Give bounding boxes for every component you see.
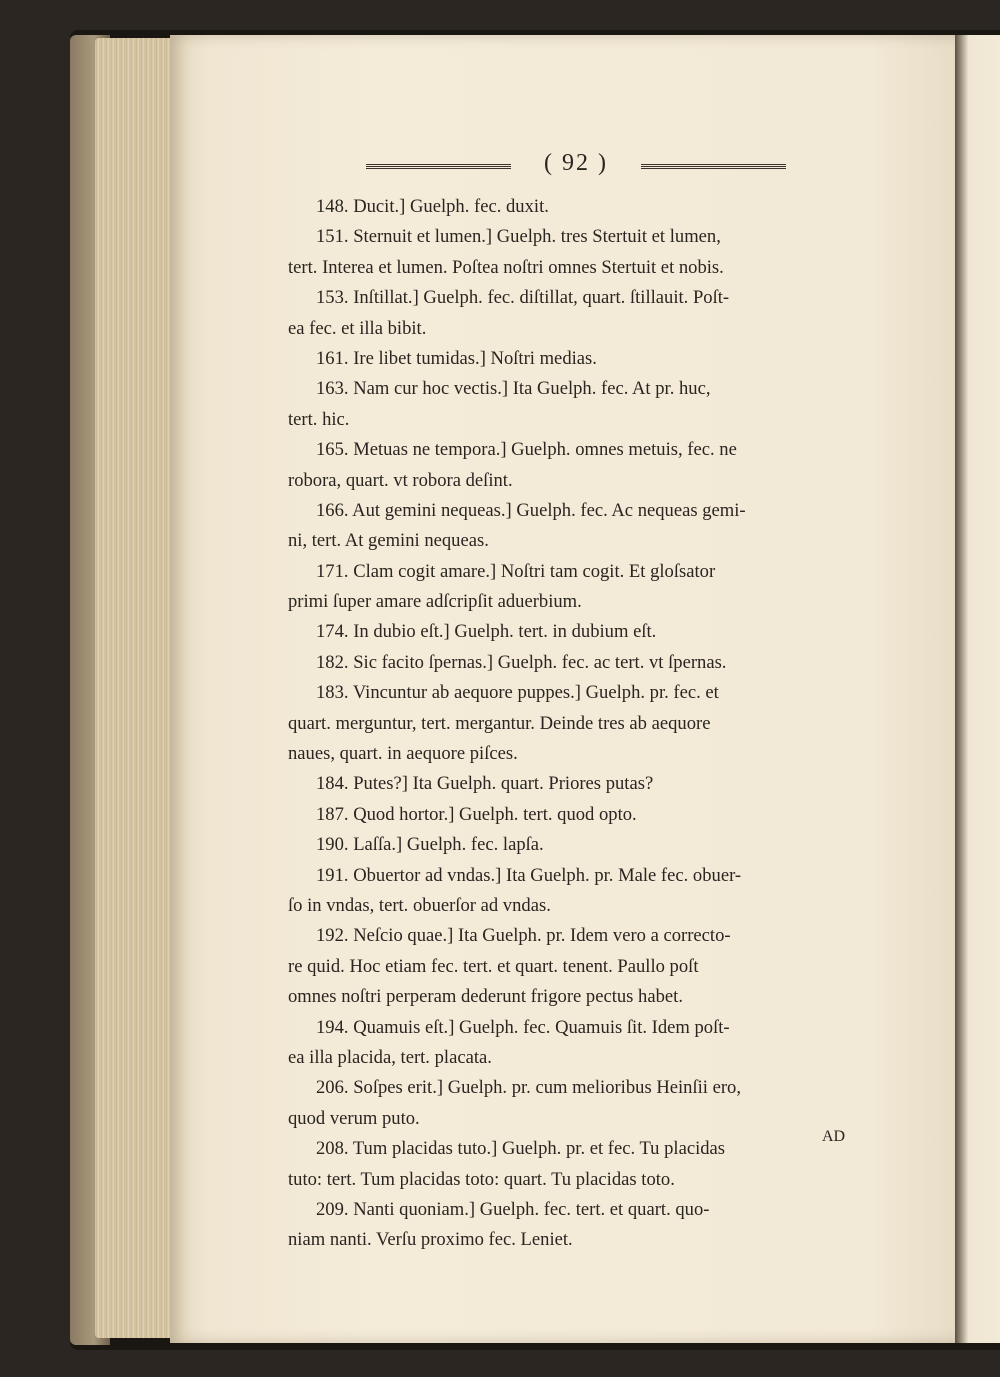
text-line: 161. Ire libet tumidas.] Noſtri medias.	[316, 347, 597, 369]
text-line: tert. Interea et lumen. Poſtea noſtri omnes Stertuit et nobis.	[288, 256, 724, 278]
text-line: 182. Sic facito ſpernas.] Guelph. fec. ac tert. vt ſpernas.	[316, 651, 727, 673]
text-line: 151. Sternuit et lumen.] Guelph. tres Stertuit et lumen,	[316, 226, 721, 248]
text-line: 153. Inſtillat.] Guelph. fec. diſtillat, quart. ſtillauit. Poſt-	[316, 287, 730, 309]
text-line: 184. Putes?] Ita Guelph. quart. Priores putas?	[316, 773, 654, 795]
text-line: 183. Vincuntur ab aequore puppes.] Guelph. pr. fec. et	[316, 682, 719, 704]
text-line: primi ſuper amare adſcripſit aduerbium.	[288, 591, 582, 613]
text-line: 194. Quamuis eſt.] Guelph. fec. Quamuis ſit. Idem poſt-	[316, 1016, 730, 1038]
text-line: omnes noſtri perperam dederunt frigore pectus habet.	[288, 986, 683, 1008]
header-rule-right	[641, 164, 786, 170]
text-line: 165. Metuas ne tempora.] Guelph. omnes metuis, fec. ne	[316, 439, 737, 461]
text-line: tert. hic.	[288, 408, 350, 430]
text-line: re quid. Hoc etiam fec. tert. et quart. tenent. Paullo poſt	[288, 955, 699, 977]
page-header	[366, 150, 786, 190]
text-line: naues, quart. in aequore piſces.	[288, 743, 518, 765]
text-line: 166. Aut gemini nequeas.] Guelph. fec. Ac nequeas gemi-	[316, 499, 746, 521]
page-number: ( 92 )	[544, 150, 608, 176]
text-line: 208. Tum placidas tuto.] Guelph. pr. et fec. Tu placidas	[316, 1138, 726, 1160]
text-line: quod verum puto.	[288, 1107, 420, 1129]
text-line: tuto: tert. Tum placidas toto: quart. Tu placidas toto.	[288, 1168, 675, 1190]
text-line: 206. Soſpes erit.] Guelph. pr. cum melioribus Heinſii ero,	[316, 1077, 742, 1099]
text-line: quart. merguntur, tert. mergantur. Deinde tres ab aequore	[288, 712, 711, 734]
text-line: 174. In dubio eſt.] Guelph. tert. in dubium eſt.	[316, 621, 657, 643]
text-line: robora, quart. vt robora deſint.	[288, 469, 513, 491]
facing-page-edge	[955, 35, 1000, 1343]
catchword: AD	[822, 1128, 846, 1145]
text-line: 171. Clam cogit amare.] Noſtri tam cogit. Et gloſsator	[316, 560, 716, 582]
text-line: ſo in vndas, tert. obuerſor ad vndas.	[288, 894, 551, 916]
text-line: 192. Neſcio quae.] Ita Guelph. pr. Idem vero a correcto-	[316, 925, 731, 947]
text-line: 190. Laſſa.] Guelph. fec. lapſa.	[316, 834, 544, 856]
text-line: ea fec. et illa bibit.	[288, 317, 427, 339]
text-line: 191. Obuertor ad vndas.] Ita Guelph. pr. Male fec. obuer-	[316, 864, 742, 886]
text-line: niam nanti. Verſu proximo fec. Leniet.	[288, 1229, 573, 1251]
text-line: 209. Nanti quoniam.] Guelph. fec. tert. et quart. quo-	[316, 1198, 710, 1220]
text-line: ea illa placida, tert. placata.	[288, 1046, 492, 1068]
text-line: 163. Nam cur hoc vectis.] Ita Guelph. fec. At pr. huc,	[316, 378, 711, 400]
text-line: 148. Ducit.] Guelph. fec. duxit.	[316, 196, 549, 217]
text-line: ni, tert. At gemini nequeas.	[288, 530, 489, 552]
commentary-text	[288, 192, 868, 1256]
text-line: 187. Quod hortor.] Guelph. tert. quod opto.	[316, 803, 637, 825]
